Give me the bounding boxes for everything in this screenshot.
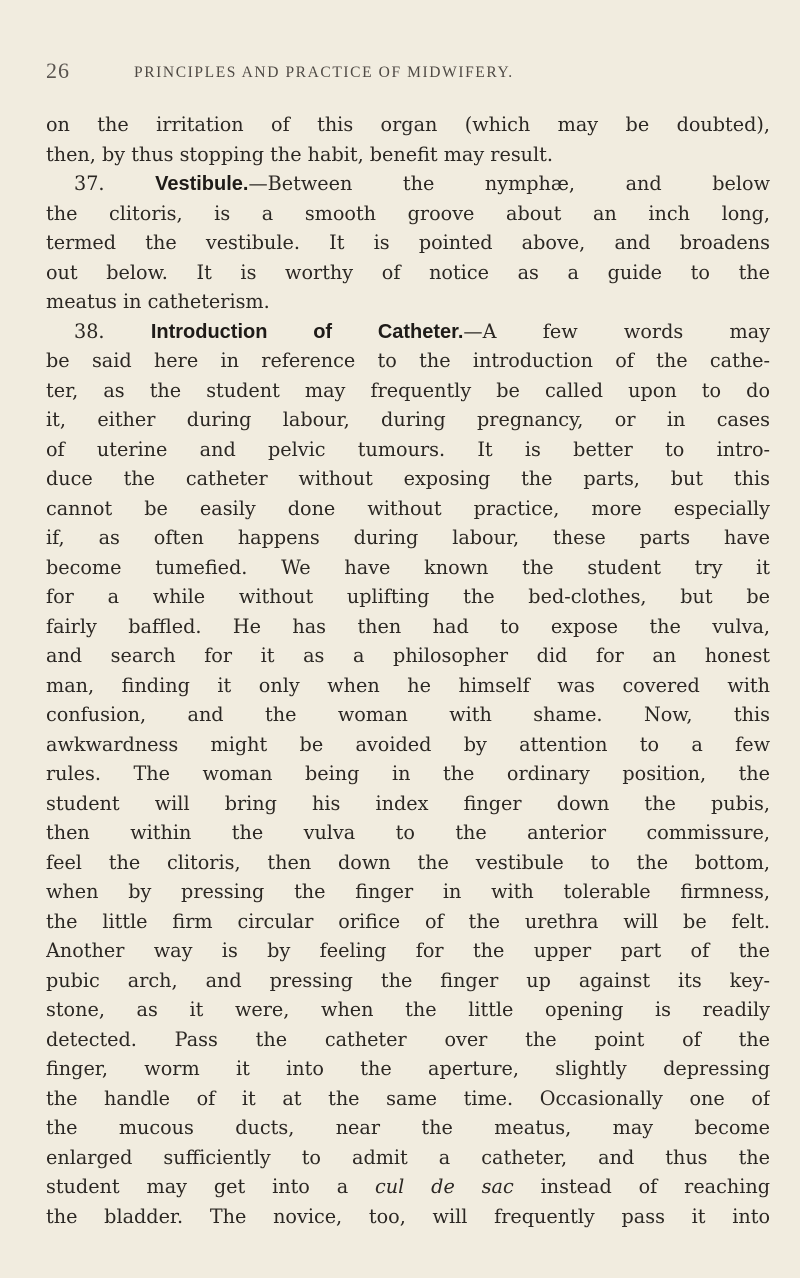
- text-line: finger, worm it into the aperture, slightly depressing: [46, 1057, 770, 1080]
- text-line: then, by thus stopping the habit, benefit may result.: [46, 142, 553, 166]
- text-line: then within the vulva to the anterior commissure,: [46, 821, 770, 844]
- text-line: man, finding it only when he himself was covered with: [46, 673, 770, 697]
- text-run: instead of reaching: [540, 1175, 770, 1198]
- text-line: on the irritation of this organ (which may be doubted),: [46, 113, 770, 136]
- section-heading: Introduction of Catheter.: [150, 320, 464, 343]
- text-line: enlarged sufficiently to admit a catheter, and thus the: [46, 1145, 770, 1169]
- text-line: meatus in catheterism.: [46, 290, 270, 313]
- section-heading: Vestibule.: [155, 173, 249, 195]
- text-line-with-italic: [46, 1172, 770, 1202]
- text-line: stone, as it were, when the little opening is readily: [46, 998, 770, 1021]
- text-line: the mucous ducts, near the meatus, may become: [46, 1116, 770, 1139]
- section-number: 38.: [74, 319, 105, 343]
- text-line: ter, as the student may frequently be called upon to do: [46, 378, 770, 402]
- text-line: be said here in reference to the introduction of the cathe-: [46, 349, 770, 372]
- text-line: if, as often happens during labour, these parts have: [46, 526, 770, 549]
- running-title: PRINCIPLES AND PRACTICE OF MIDWIFERY.: [134, 64, 514, 81]
- text-line: out below. It is worthy of notice as a guide to the: [46, 260, 770, 284]
- text-line: termed the vestibule. It is pointed above, and broadens: [46, 231, 770, 254]
- text-line: fairly baffled. He has then had to expose the vulva,: [46, 614, 770, 638]
- text-line: detected. Pass the catheter over the point of the: [46, 1027, 770, 1051]
- text-line: student will bring his index finger down the pubis,: [46, 791, 770, 815]
- text-line: and search for it as a philosopher did for an honest: [46, 644, 770, 667]
- text-line: awkwardness might be avoided by attention to a few: [46, 732, 770, 756]
- text-line: the bladder. The novice, too, will frequently pass it into: [46, 1204, 770, 1228]
- text-line: Another way is by feeling for the upper part of the: [46, 939, 770, 962]
- text-line: duce the catheter without exposing the parts, but this: [46, 467, 770, 490]
- section-number: 37.: [74, 172, 105, 195]
- text-line: pubic arch, and pressing the finger up against its key-: [46, 968, 770, 992]
- text-run: —Between the nymphæ, and below: [248, 172, 770, 195]
- text-run: student may get into a: [46, 1175, 349, 1198]
- text-run: —A few words may: [463, 319, 770, 343]
- italic-phrase: cul de sac: [375, 1175, 514, 1198]
- section-38-first-line: [46, 317, 770, 347]
- body-text: [46, 110, 770, 1231]
- text-line: rules. The woman being in the ordinary position, the: [46, 762, 770, 785]
- text-line: of uterine and pelvic tumours. It is better to intro-: [46, 437, 770, 461]
- text-line: become tumefied. We have known the student try it: [46, 555, 770, 579]
- text-line: confusion, and the woman with shame. Now, this: [46, 703, 770, 726]
- text-line: the handle of it at the same time. Occasionally one of: [46, 1086, 770, 1110]
- text-line: the clitoris, is a smooth groove about an inch long,: [46, 201, 770, 225]
- section-37-first-line: [46, 169, 770, 199]
- text-line: the little firm circular orifice of the urethra will be felt.: [46, 909, 770, 933]
- text-line: for a while without uplifting the bed-clothes, but be: [46, 585, 770, 608]
- text-line: when by pressing the finger in with tolerable firmness,: [46, 880, 770, 903]
- page-number: 26: [46, 58, 70, 83]
- text-line: it, either during labour, during pregnancy, or in cases: [46, 408, 770, 431]
- text-line: cannot be easily done without practice, more especially: [46, 496, 770, 520]
- text-line: feel the clitoris, then down the vestibule to the bottom,: [46, 850, 770, 874]
- running-head: [46, 58, 766, 84]
